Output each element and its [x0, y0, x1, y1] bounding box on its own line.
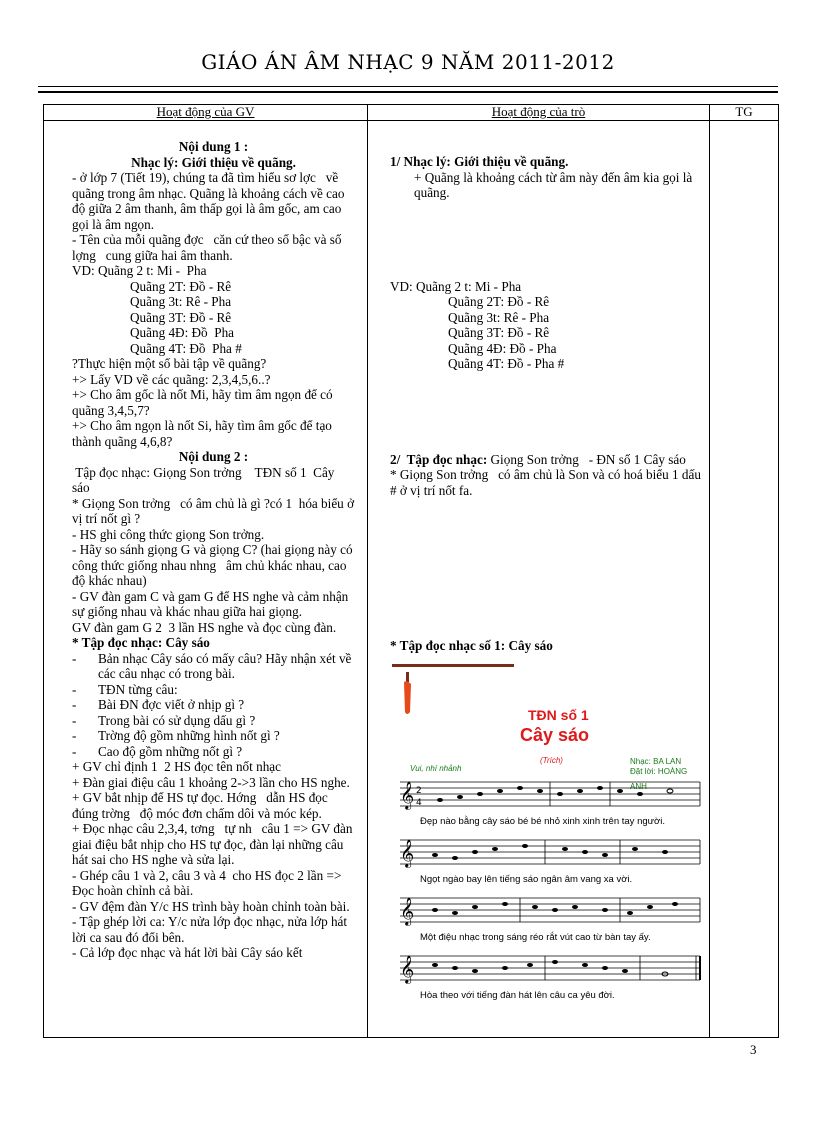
song-title: Cây sáo — [520, 724, 590, 745]
paragraph: + Quãng là khoảng cách từ âm này đến âm kia gọi là quãng. — [414, 169, 696, 200]
paragraph: * Giọng Son trởng có âm chủ là Son và có hoá biểu 1 dấu # ở vị trí nốt fa. — [390, 467, 705, 498]
sight-reading-title: * Tập đọc nhạc: Cây sáo — [72, 635, 210, 650]
paragraph: Tập đọc nhạc: Giọng Son trởng TĐN số 1 Cây sáo — [72, 464, 338, 495]
question: ?Thực hiện một số bài tập về quãng? — [72, 356, 267, 371]
lesson-table — [43, 104, 779, 1038]
lyric-line: Ngọt ngào bay lên tiếng sáo ngân âm vang xa vời. — [420, 873, 633, 885]
lyric-line: Một điệu nhạc trong sáng réo rắt vút cao từ bàn tay ấy. — [420, 931, 651, 943]
decorative-bar — [392, 664, 514, 667]
staff-line-4 — [390, 950, 706, 984]
question: +> Cho âm ngọn là nốt Si, hãy tìm âm gốc để tạo thành quãng 4,6,8? — [72, 418, 336, 449]
list-item: - TĐN từng câu: — [72, 681, 178, 697]
teacher-activity-cell — [44, 121, 368, 1038]
paragraph: - Tập ghép lời ca: Y/c nửa lớp đọc nhạc, nửa lớp hát lời ca sau đó đổi bên. — [72, 914, 351, 945]
table-body-row — [44, 121, 779, 1038]
list-item: - Bản nhạc Cây sáo có mấy câu? Hãy nhận xét về các câu nhạc có trong bài. — [72, 650, 352, 681]
composer-credit: Nhạc: BA LAN — [630, 756, 682, 766]
example-line: Quãng 2T: Đồ - Rê — [130, 278, 232, 294]
column-header-gv: Hoạt động của GV — [44, 105, 368, 121]
svg-text:𝄞: 𝄞 — [400, 896, 415, 925]
svg-text:4: 4 — [416, 797, 422, 808]
example-line: Quãng 4Đ: Đồ Pha — [130, 325, 235, 340]
page-number: 3 — [750, 1042, 757, 1057]
paragraph: - HS ghi công thức giọng Son trởng. — [72, 526, 265, 542]
list-item: - Bài ĐN đợc viết ở nhịp gì ? — [72, 697, 245, 712]
example-line: Quãng 3T: Đồ - Rê — [448, 325, 550, 340]
lyric-line: Đẹp nào bằng cây sáo bé bé nhỏ xinh xinh trên tay người. — [420, 815, 665, 827]
content-1-subtitle: Nhạc lý: Giới thiệu về quãng. — [131, 154, 296, 170]
excerpt-note: (Trích) — [540, 755, 563, 765]
student-activity-cell — [368, 121, 710, 1038]
example-line: Quãng 3t: Rê - Pha — [130, 294, 232, 309]
section-2-heading: 2/ Tập đọc nhạc: Giọng Son trởng - ĐN số 1 Cây sáo — [390, 451, 686, 467]
staff-line-3 — [390, 892, 706, 926]
example-line: VD: Quãng 2 t: Mi - Pha — [72, 263, 207, 278]
paragraph: - GV đệm đàn Y/c HS trình bày hoàn chỉnh toàn bài. — [72, 898, 350, 914]
question: +> Lấy VD về các quãng: 2,3,4,5,6..? — [72, 371, 271, 387]
list-item: - Trờng độ gồm những hình nốt gì ? — [72, 728, 280, 743]
sheet-music — [390, 664, 703, 1009]
svg-text:𝄞: 𝄞 — [400, 838, 415, 867]
content-2-title: Nội dung 2 : — [178, 449, 249, 464]
example-line: Quãng 3T: Đồ - Rê — [130, 309, 232, 325]
paragraph: - Tên của mỗi quãng đợc căn cứ theo số bậc và số lợng cung giữa hai âm thanh. — [72, 232, 345, 263]
paragraph: + GV bắt nhịp để HS tự đọc. Hớng dẫn HS đọc đúng trờng độ móc đơn chấm dôi và móc kép. — [72, 790, 332, 821]
example-line: VD: Quãng 2 t: Mi - Pha — [390, 278, 522, 294]
paragraph: GV đàn gam G 2 3 lần HS nghe và đọc cùng đàn. — [72, 619, 337, 635]
staff-line-2 — [390, 834, 706, 868]
score-number: TĐN số 1 — [528, 706, 589, 723]
section-3-heading: * Tập đọc nhạc số 1: Cây sáo — [390, 638, 553, 653]
example-line: Quãng 4Đ: Đồ - Pha — [448, 340, 557, 356]
paragraph: + Đàn giai điệu câu 1 khoảng 2->3 lần cho HS nghe. — [72, 774, 350, 790]
example-line: Quãng 4T: Đồ - Pha # — [448, 356, 565, 371]
lyric-line: Hòa theo với tiếng đàn hát lên câu ca yêu đời. — [420, 989, 615, 1001]
paragraph: * Giọng Son trởng có âm chủ là gì ?có 1 hóa biểu ở vị trí nốt gì ? — [72, 495, 358, 526]
question: +> Cho âm gốc là nốt Mi, hãy tìm âm ngọn để có quãng 3,4,5,7? — [72, 387, 336, 418]
paragraph: - GV đàn gam C và gam G để HS nghe và cảm nhận sự giống nhau và khác nhau giữa hai giọng. — [72, 588, 352, 619]
example-line: Quãng 2T: Đồ - Rê — [448, 294, 550, 309]
table-header-row — [44, 105, 779, 121]
svg-text:2: 2 — [416, 785, 422, 796]
page-title: GIÁO ÁN ÂM NHẠC 9 NĂM 2011-2012 — [201, 50, 615, 74]
list-item: - Cao độ gồm những nốt gì ? — [72, 743, 243, 759]
paragraph: - Ghép câu 1 và 2, câu 3 và 4 cho HS đọc 2 lần => Đọc hoàn chỉnh cả bài. — [72, 867, 345, 898]
section-1-heading: 1/ Nhạc lý: Giới thiệu về quãng. — [390, 154, 569, 169]
example-line: Quãng 3t: Rê - Pha — [448, 309, 550, 325]
flute-icon — [403, 672, 413, 716]
column-header-tg: TG — [710, 105, 779, 121]
staff-line-1 — [390, 776, 706, 810]
column-header-tro: Hoạt động của trò — [368, 105, 710, 121]
list-item: - Trong bài có sử dụng dấu gì ? — [72, 712, 256, 728]
paragraph: + Đọc nhạc câu 2,3,4, tơng tự nh câu 1 => GV đàn giai điệu bắt nhịp cho HS tự đọc, đàn lại những câu hát sai cho HS nghe và sửa lại. — [72, 821, 356, 867]
tempo-marking: Vui, nhí nhảnh — [410, 763, 462, 773]
svg-text:𝄞: 𝄞 — [400, 954, 415, 983]
content-1-title: Nội dung 1 : — [178, 139, 249, 154]
time-column-cell — [710, 121, 779, 1038]
svg-text:𝄞: 𝄞 — [400, 780, 415, 809]
lyricist-credit: Đặt lời: HOÀNG ANH — [630, 766, 688, 791]
paragraph: - ở lớp 7 (Tiết 19), chúng ta đã tìm hiểu sơ lợc về quãng trong âm nhạc. Quãng là khoảng cách về cao độ giữa 2 âm thanh, âm thấp gọi là âm gốc, am cao gọi là âm ngọn. — [72, 170, 348, 232]
paragraph: + GV chỉ định 1 2 HS đọc tên nốt nhạc — [72, 759, 282, 774]
paragraph: - Cả lớp đọc nhạc và hát lời bài Cây sáo kết — [72, 945, 303, 960]
header-divider — [38, 86, 778, 93]
example-line: Quãng 4T: Đồ Pha # — [130, 340, 242, 356]
paragraph: - Hãy so sánh giọng G và giọng C? (hai giọng này có công thức giống nhau nhng âm chủ khác nhau, cao độ khác nhau) — [72, 542, 356, 588]
